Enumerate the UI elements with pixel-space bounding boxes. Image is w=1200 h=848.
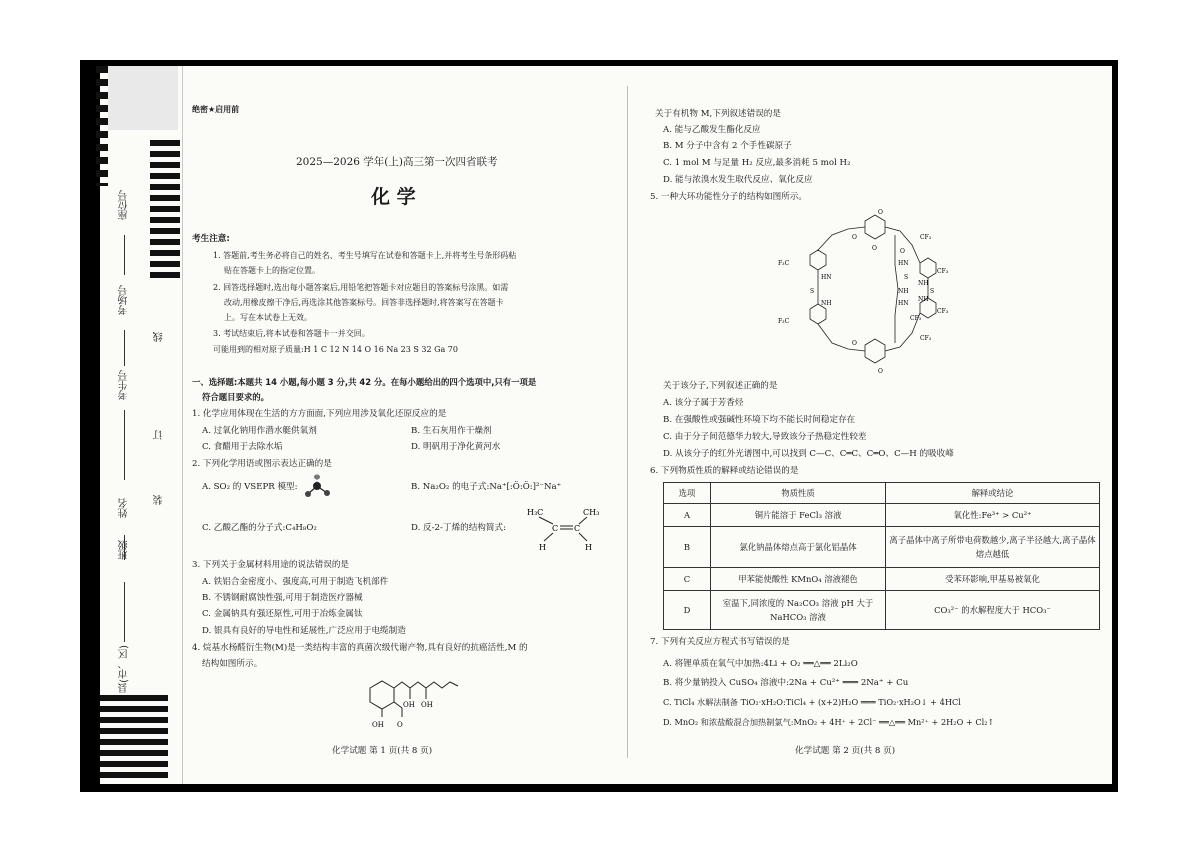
s-label-3: S <box>930 288 935 295</box>
m-label-o: O <box>397 721 403 729</box>
trans-2-butene-structure <box>525 503 607 555</box>
hn-label-2: HN <box>898 260 909 267</box>
section1-title-1: 一、选择题:本题共 14 小题,每小题 3 分,共 42 分。在每小题给出的四个选项中,只有一项是 <box>192 377 537 387</box>
q7-option-c: C. TiCl₄ 水解法制备 TiO₂·xH₂O:TiCl₄ + (x+2)H₂O ═══ TiO₂·xH₂O↓ + 4HCl <box>663 697 961 707</box>
q6-row-d-prop: 室温下,同浓度的 Na₂CO₃ 溶液 pH 大于 NaHCO₃ 溶液 <box>711 591 886 630</box>
note-line-5: 上。写在本试卷上无效。 <box>224 313 312 322</box>
nh-label-3: NH <box>898 288 909 295</box>
hn-label-3: HN <box>898 300 909 307</box>
f3c-label-1: F₃C <box>778 260 790 267</box>
cf3-label-2: CF₃ <box>937 268 949 275</box>
q2-option-c: C. 乙酸乙酯的分子式:C₄H₈O₂ <box>202 523 317 533</box>
q6-row-d-concl: CO₃²⁻ 的水解程度大于 HCO₃⁻ <box>886 591 1100 630</box>
q5-stem: 5. 一种大环功能性分子的结构如图所示。 <box>650 192 808 202</box>
ring-label-o2: O <box>872 245 877 252</box>
q7-option-a: A. 将锂单质在氧气中加热:4Li + O₂ ══△══ 2Li₂O <box>663 659 858 669</box>
label-room: 考场号 <box>119 285 130 315</box>
q6-header-property: 物质性质 <box>711 483 886 504</box>
ring-label-o1: O <box>878 209 883 216</box>
q6-header-conclusion: 解释或结论 <box>886 483 1100 504</box>
q6-row-d <box>664 591 1100 630</box>
q1-option-c: C. 食醋用于去除水垢 <box>202 442 283 452</box>
q6-table <box>663 482 1100 630</box>
label-county: 县(市、区) <box>119 645 130 693</box>
q4-option-b: B. M 分子中含有 2 个手性碳原子 <box>663 141 792 151</box>
q4-cont-lead: 关于有机物 M,下列叙述错误的是 <box>655 109 781 119</box>
s-label-1: S <box>810 288 815 295</box>
struct-h3c: H₃C <box>527 508 544 517</box>
q6-row-b-concl: 离子晶体中离子所带电荷数越少,离子半径越大,离子晶体熔点越低 <box>886 527 1100 568</box>
cf3-label-4: CF₃ <box>920 335 932 342</box>
q6-stem: 6. 下列物质性质的解释或结论错误的是 <box>650 466 799 476</box>
ring-label-o3: O <box>878 368 883 375</box>
q7-stem: 7. 下列有关反应方程式书写错误的是 <box>650 637 790 647</box>
ring-label-o4: O <box>852 234 857 241</box>
struct-h-left: H <box>539 543 546 552</box>
compound-m-structure <box>352 672 464 730</box>
dash-column <box>96 66 108 186</box>
m-label-oh1: OH <box>403 701 415 709</box>
atomic-mass-line: 可能用到的相对原子质量:H 1 C 12 N 14 O 16 Na 23 S 32 Ga 70 <box>213 345 458 354</box>
room-line <box>124 330 125 366</box>
section1-title-2: 符合题目要求的。 <box>202 392 269 402</box>
examinee-line <box>124 410 125 480</box>
secret-mark: 绝密★启用前 <box>192 105 240 114</box>
m-label-oh2: OH <box>421 701 433 709</box>
q6-row-a-concl: 氧化性:Fe³⁺ > Cu²⁺ <box>886 504 1100 527</box>
struct-h-right: H <box>585 543 592 552</box>
exam-title: 2025—2026 学年(上)高三第一次四省联考 <box>296 156 498 168</box>
page-divider <box>627 86 628 758</box>
note-line-3: 2. 回答选择题时,选出每小题答案后,用铅笔把答题卡对应题目的答案标号涂黑。如需 <box>213 283 509 292</box>
q6-row-b-opt: B <box>664 527 711 568</box>
notes-heading: 考生注意: <box>192 234 230 244</box>
q1-stem: 1. 化学应用体现在生活的方方面面,下列应用涉及氧化还原反应的是 <box>192 409 447 419</box>
note-line-2: 贴在答题卡上的指定位置。 <box>224 266 320 275</box>
note-line-6: 3. 考试结束后,将本试卷和答题卡一并交回。 <box>213 329 370 338</box>
q1-option-b: B. 生石灰用作干燥剂 <box>411 426 492 436</box>
note-line-4: 改动,用橡皮擦干净后,再选涂其他答案标号。回答非选择题时,将答案写在答题卡 <box>224 298 504 307</box>
footer-page1: 化学试题 第 1 页(共 8 页) <box>332 746 433 756</box>
so2-vsepr-model <box>300 472 334 500</box>
macrocycle-structure <box>770 205 955 377</box>
q7-option-d: D. MnO₂ 和浓盐酸混合加热制氯气:MnO₂ + 4H⁺ + 2Cl⁻ ══△══ Mn²⁺ + 2H₂O + Cl₂↑ <box>663 717 995 727</box>
barcode-stripes-top <box>150 140 180 280</box>
nh-label-2: NH <box>918 280 929 287</box>
q2-option-b: B. Na₂O₂ 的电子式:Na⁺[:Ö:Ö:]²⁻Na⁺ <box>411 482 562 492</box>
seal-pack-mark: 装 <box>154 495 165 505</box>
label-name: 姓名 <box>119 498 130 518</box>
q4-stem-line2: 结构如图所示。 <box>202 659 263 669</box>
q6-header-option: 选项 <box>664 483 711 504</box>
q4-option-c: C. 1 mol M 与足量 H₂ 反应,最多消耗 5 mol H₂ <box>663 158 851 168</box>
q6-row-c <box>664 568 1100 591</box>
q3-stem: 3. 下列关于金属材料用途的说法错误的是 <box>192 560 350 570</box>
q4-option-d: D. 能与浓溴水发生取代反应、氧化反应 <box>663 175 813 185</box>
q7-option-b: B. 将少量钠投入 CuSO₄ 溶液中:2Na + Cu²⁺ ═══ 2Na⁺ + Cu <box>663 678 909 688</box>
q3-option-d: D. 银具有良好的导电性和延展性,广泛应用于电缆制造 <box>202 626 406 636</box>
nh-label-1: NH <box>821 300 832 307</box>
s-label-2: S <box>904 274 909 281</box>
q4-stem-line1: 4. 烷基水杨醛衍生物(M)是一类结构丰富的真菌次级代谢产物,具有良好的抗癌活性,M 的 <box>192 643 528 653</box>
cf3-label-5: CF₃ <box>910 315 922 322</box>
footer-page2: 化学试题 第 2 页(共 8 页) <box>795 746 896 756</box>
q6-row-b-prop: 氯化钠晶体熔点高于氯化铝晶体 <box>711 527 886 568</box>
struct-c-right: C <box>574 524 581 533</box>
corner-box <box>108 66 178 130</box>
f3c-label-2: F₃C <box>778 318 790 325</box>
q1-option-a: A. 过氧化钠用作潜水艇供氧剂 <box>202 426 317 436</box>
q5-option-c: C. 由于分子间范德华力较大,导致该分子热稳定性较差 <box>663 432 867 442</box>
q5-lead: 关于该分子,下列叙述正确的是 <box>663 381 778 391</box>
hn-label-1: HN <box>821 274 832 281</box>
q3-option-b: B. 不锈钢耐腐蚀性强,可用于制造医疗器械 <box>202 593 363 603</box>
seat-line <box>124 235 125 275</box>
seal-line-mark: 线 <box>154 332 165 342</box>
q6-row-a <box>664 504 1100 527</box>
struct-c-left: C <box>552 524 559 533</box>
q4-option-a: A. 能与乙酸发生酯化反应 <box>663 125 761 135</box>
q3-option-a: A. 铁铝合金密度小、强度高,可用于制造飞机部件 <box>202 577 389 587</box>
q6-row-a-opt: A <box>664 504 711 527</box>
q5-option-d: D. 从该分子的红外光谱图中,可以找到 C—C、C═C、C═O、C—H 的吸收峰 <box>663 449 954 459</box>
note-line-1: 1. 答题前,考生务必将自己的姓名、考生号填写在试卷和答题卡上,并将考生号条形码粘 <box>213 251 517 260</box>
class-line <box>124 582 125 642</box>
subject-title: 化 学 <box>371 186 416 208</box>
q6-row-c-concl: 受苯环影响,甲基易被氧化 <box>886 568 1100 591</box>
q6-row-c-opt: C <box>664 568 711 591</box>
q3-option-c: C. 金属钠具有强还原性,可用于冶炼金属钛 <box>202 609 363 619</box>
label-seat: 座位号 <box>119 190 130 220</box>
cf3-label-1: CF₃ <box>920 234 932 241</box>
q6-row-b <box>664 527 1100 568</box>
q2-option-a: A. SO₂ 的 VSEPR 模型: <box>202 482 298 492</box>
ring-label-o6: O <box>900 248 905 255</box>
ring-label-o5: O <box>852 340 857 347</box>
q2-option-d: D. 反-2-丁烯的结构简式: <box>411 523 506 533</box>
q6-row-a-prop: 铜片能溶于 FeCl₃ 溶液 <box>711 504 886 527</box>
label-class: 班级 <box>119 540 130 560</box>
q2-stem: 2. 下列化学用语或图示表达正确的是 <box>192 459 332 469</box>
q6-row-d-opt: D <box>664 591 711 630</box>
q5-option-a: A. 该分子属于芳香烃 <box>663 398 744 408</box>
seal-bind-mark: 订 <box>154 430 165 440</box>
q5-option-b: B. 在强酸性或强碱性环境下均不能长时间稳定存在 <box>663 415 856 425</box>
struct-ch3: CH₃ <box>583 508 600 517</box>
barcode-stripes-bottom <box>100 695 168 783</box>
nh-label-4: NH <box>918 296 929 303</box>
cf3-label-3: CF₃ <box>937 308 949 315</box>
q6-row-c-prop: 甲苯能使酸性 KMnO₄ 溶液褪色 <box>711 568 886 591</box>
m-label-oh3: OH <box>372 721 384 729</box>
q6-header-row <box>664 483 1100 504</box>
q1-option-d: D. 明矾用于净化黄河水 <box>411 442 501 452</box>
label-examinee: 考生号 <box>119 370 130 400</box>
